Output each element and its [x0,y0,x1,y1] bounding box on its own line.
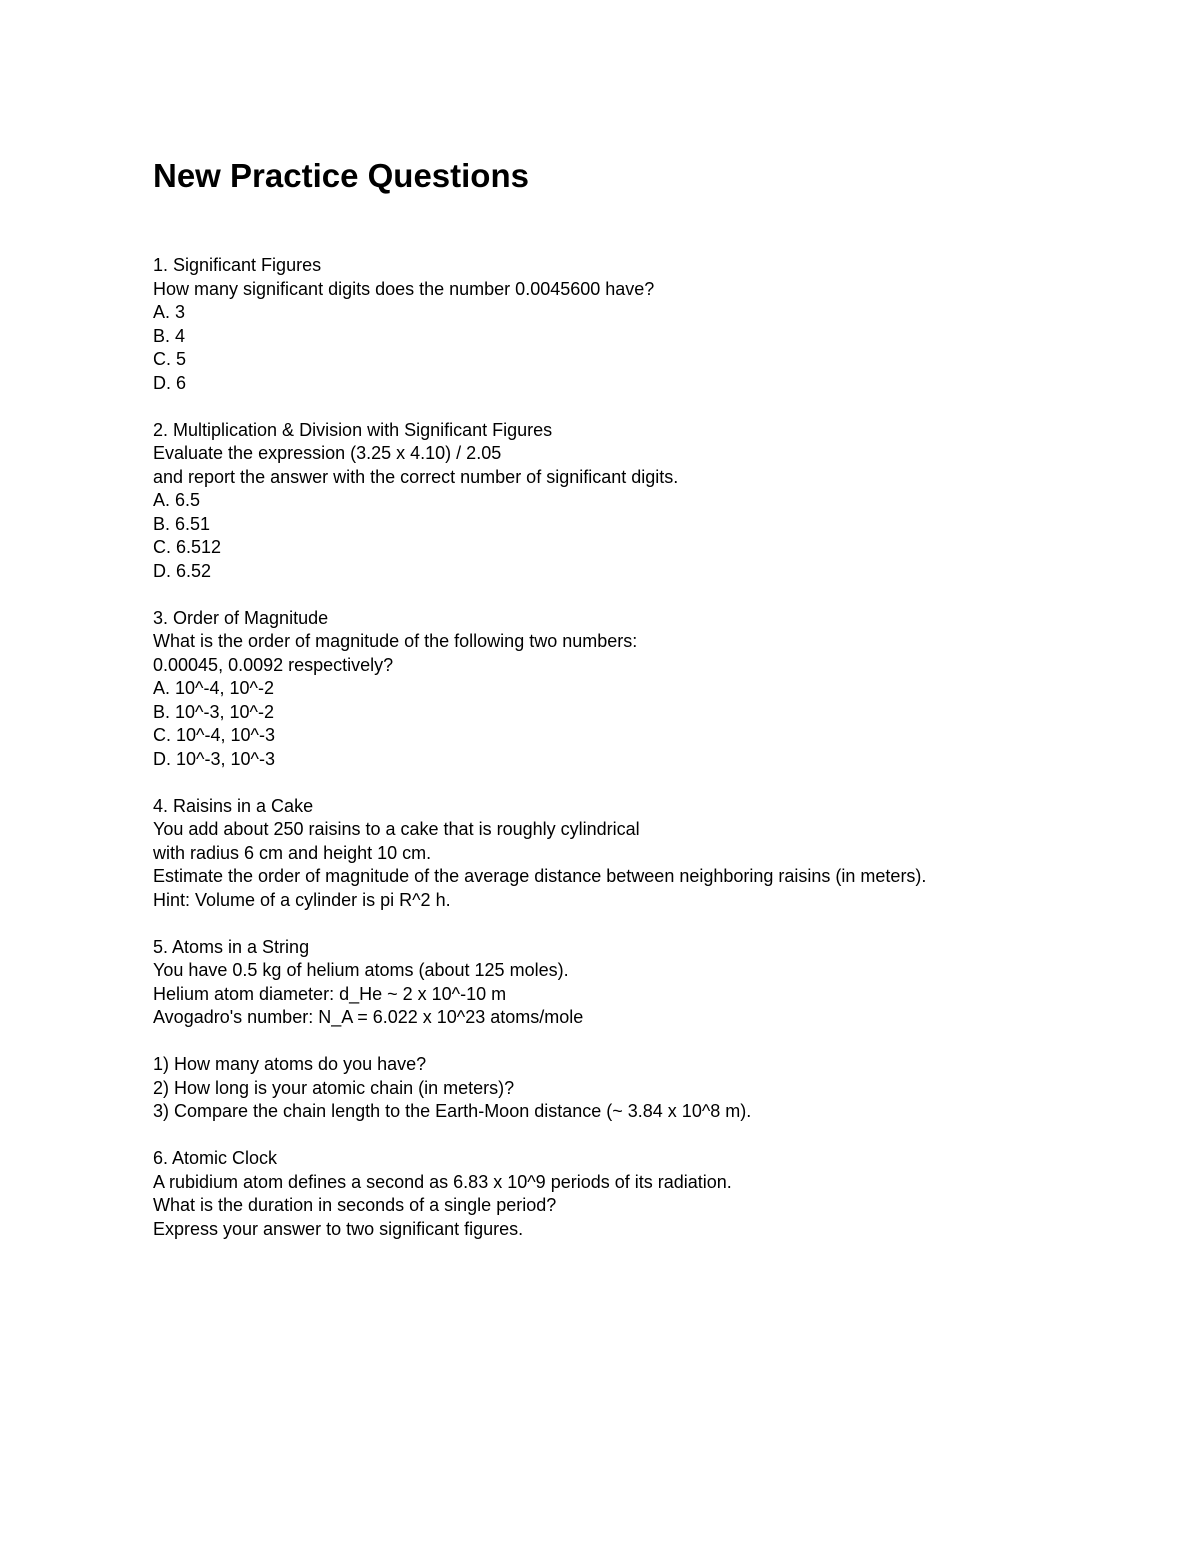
question-heading: 2. Multiplication & Division with Significant Figures [153,419,553,440]
answer-choice-d: D. 10^-3, 10^-3 [153,748,275,769]
question-1 [153,254,1133,395]
subpart-2: 2) How long is your atomic chain (in meters)? [153,1077,515,1098]
question-heading: 4. Raisins in a Cake [153,795,314,816]
answer-choice-b: B. 4 [153,325,186,346]
answer-choice-b: B. 10^-3, 10^-2 [153,701,274,722]
question-prompt-line: Evaluate the expression (3.25 x 4.10) / 2.05 [153,443,502,463]
question-6 [153,1147,1133,1241]
question-prompt-line: Avogadro's number: N_A = 6.022 x 10^23 atoms/mole [153,1007,584,1027]
question-prompt-line: Estimate the order of magnitude of the average distance between neighboring raisins (in meters). [153,866,927,886]
question-prompt-line: What is the duration in seconds of a single period? [153,1195,557,1215]
question-hint: Hint: Volume of a cylinder is pi R^2 h. [153,889,451,910]
answer-choice-c: C. 10^-4, 10^-3 [153,725,275,745]
answer-choice-c: C. 5 [153,349,187,369]
question-prompt-line: A rubidium atom defines a second as 6.83 x 10^9 periods of its radiation. [153,1171,732,1192]
answer-choice-d: D. 6 [153,372,187,393]
answer-choice-d: D. 6.52 [153,560,212,581]
question-prompt-line: and report the answer with the correct number of significant digits. [153,466,679,487]
question-prompt-line: You have 0.5 kg of helium atoms (about 125 moles). [153,960,569,980]
question-heading: 1. Significant Figures [153,255,322,275]
answer-choice-a: A. 10^-4, 10^-2 [153,678,274,698]
answer-choice-b: B. 6.51 [153,513,211,534]
question-5 [153,936,1133,1124]
question-prompt-line: Helium atom diameter: d_He ~ 2 x 10^-10 m [153,983,507,1004]
question-2 [153,419,1133,584]
question-4 [153,795,1133,913]
question-prompt-line: How many significant digits does the number 0.0045600 have? [153,278,655,299]
question-heading: 6. Atomic Clock [153,1148,278,1168]
document-page [153,152,1133,1265]
subpart-1: 1) How many atoms do you have? [153,1054,427,1074]
question-prompt-line: What is the order of magnitude of the following two numbers: [153,631,638,651]
page-title: New Practice Questions [153,157,529,194]
question-prompt-line: You add about 250 raisins to a cake that is roughly cylindrical [153,819,640,839]
question-prompt-line: with radius 6 cm and height 10 cm. [153,842,432,863]
question-3 [153,607,1133,772]
question-heading: 5. Atoms in a String [153,936,310,957]
question-prompt-line: 0.00045, 0.0092 respectively? [153,654,394,675]
answer-choice-a: A. 6.5 [153,490,201,510]
spacer [153,1030,1133,1054]
answer-choice-c: C. 6.512 [153,537,222,557]
question-heading: 3. Order of Magnitude [153,607,329,628]
answer-choice-a: A. 3 [153,302,186,322]
subpart-3: 3) Compare the chain length to the Earth-Moon distance (~ 3.84 x 10^8 m). [153,1101,752,1121]
question-prompt-line: Express your answer to two significant figures. [153,1218,524,1239]
